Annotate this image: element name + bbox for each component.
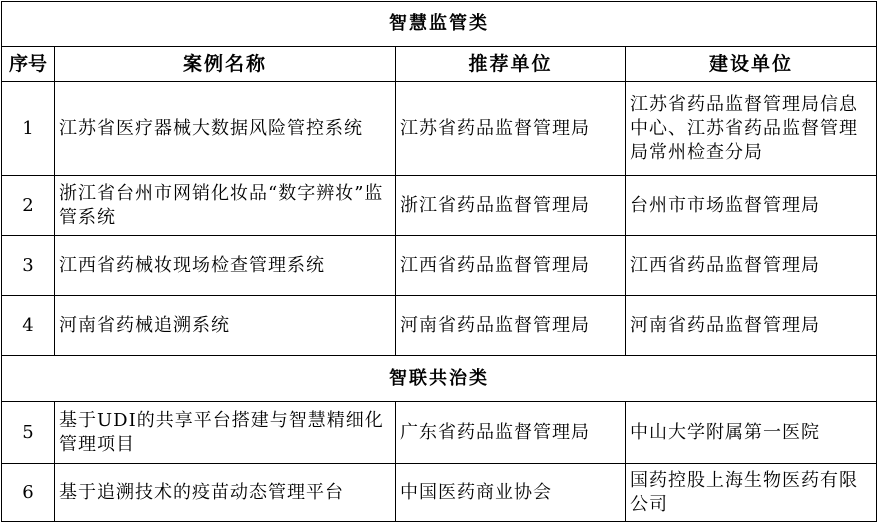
header-serial: 序号 (2, 47, 55, 82)
header-case-name: 案例名称 (55, 47, 396, 82)
row-recommender: 中国医药商业协会 (396, 464, 626, 522)
row-serial: 4 (2, 296, 55, 356)
row-recommender: 广东省药品监督管理局 (396, 402, 626, 464)
section-title-smart-supervision: 智慧监管类 (2, 2, 877, 47)
row-builder: 江苏省药品监督管理局信息中心、江苏省药品监督管理局常州检查分局 (626, 82, 877, 176)
cases-table (1, 1, 877, 522)
row-serial: 1 (2, 82, 55, 176)
row-builder: 江西省药品监督管理局 (626, 236, 877, 296)
row-case-name: 基于UDI的共享平台搭建与智慧精细化管理项目 (55, 402, 396, 464)
table-row (2, 296, 877, 356)
column-header-row (2, 47, 877, 82)
row-case-name: 江苏省医疗器械大数据风险管控系统 (55, 82, 396, 176)
row-serial: 2 (2, 176, 55, 236)
header-recommender: 推荐单位 (396, 47, 626, 82)
row-builder: 中山大学附属第一医院 (626, 402, 877, 464)
header-builder: 建设单位 (626, 47, 877, 82)
row-case-name: 基于追溯技术的疫苗动态管理平台 (55, 464, 396, 522)
row-builder: 台州市市场监督管理局 (626, 176, 877, 236)
row-case-name: 浙江省台州市网销化妆品“数字辨妆”监管系统 (55, 176, 396, 236)
row-case-name: 河南省药械追溯系统 (55, 296, 396, 356)
table-row (2, 176, 877, 236)
row-serial: 6 (2, 464, 55, 522)
row-case-name: 江西省药械妆现场检查管理系统 (55, 236, 396, 296)
row-recommender: 河南省药品监督管理局 (396, 296, 626, 356)
row-recommender: 浙江省药品监督管理局 (396, 176, 626, 236)
row-builder: 河南省药品监督管理局 (626, 296, 877, 356)
table-row (2, 236, 877, 296)
section-header-row (2, 356, 877, 402)
table-row (2, 464, 877, 522)
row-builder: 国药控股上海生物医药有限公司 (626, 464, 877, 522)
table-row (2, 402, 877, 464)
section-header-row (2, 2, 877, 47)
row-recommender: 江西省药品监督管理局 (396, 236, 626, 296)
row-serial: 3 (2, 236, 55, 296)
row-recommender: 江苏省药品监督管理局 (396, 82, 626, 176)
section-title-smart-collaboration: 智联共治类 (2, 356, 877, 402)
table-row (2, 82, 877, 176)
row-serial: 5 (2, 402, 55, 464)
